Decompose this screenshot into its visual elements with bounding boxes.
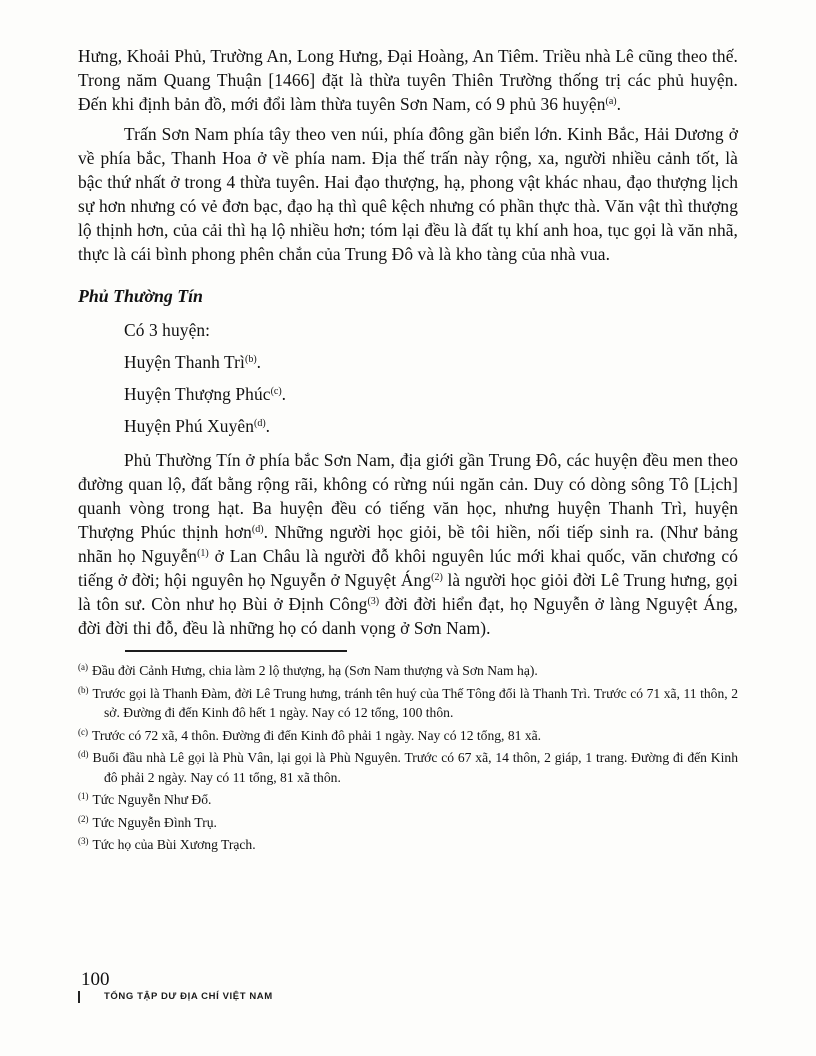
- footnotes-section: [78, 661, 738, 855]
- footnote-text: Trước có 72 xã, 4 thôn. Đường đi đến Kinh đô phải 1 ngày. Nay có 12 tổng, 81 xã.: [92, 727, 542, 743]
- paragraph-text: Trấn Sơn Nam phía tây theo ven núi, phía đông gần biển lớn. Kinh Bắc, Hải Dương ở về phía bắc, Thanh Hoa ở về phía nam. Địa thế trấn này rộng, xa, người nhiều cảnh tốt, là bậc thứ nhất ở trong 4 thừa tuyên. Hai đạo thượng, hạ, phong vật khác nhau, đạo thượng lịch sự hơn nhưng có vẻ đơn bạc, đạo hạ thì quê kệch nhưng có phần thực thà. Văn vật thì thượng lộ thịnh hơn, của cải thì hạ lộ nhiều hơn; tóm lại đều là đất tụ khí anh hoa, tục gọi là văn nhã, thực là cái bình phong phên chắn của Trung Đô và là kho tàng của nhà vua.: [78, 124, 738, 264]
- footer-rule: [78, 991, 80, 1003]
- page-number: 100: [81, 969, 110, 990]
- footnote-1: [78, 790, 738, 810]
- footnote-ref-2: (2): [431, 572, 443, 583]
- footnote-ref-a: (a): [605, 96, 617, 107]
- running-title: TỔNG TẬP DƯ ĐỊA CHÍ VIỆT NAM: [104, 991, 273, 1002]
- footnote-3: [78, 835, 738, 855]
- footnote-marker: (c): [78, 726, 88, 737]
- list-item-thuong-phuc: [78, 382, 738, 406]
- list-item-label: .: [265, 416, 271, 436]
- paragraph-phu-thuong-tin: [78, 448, 738, 640]
- footnote-ref-1: (1): [197, 548, 209, 559]
- list-item-thanh-tri: [78, 350, 738, 374]
- footnote-ref-3: (3): [367, 596, 380, 607]
- footnote-text: Buổi đầu nhà Lê gọi là Phù Vân, lại gọi là Phù Nguyên. Trước có 67 xã, 14 thôn, 2 giáp, 1 trang. Đường đi đến Kinh đô phải 2 ngày. Nay có 11 tổng, 81 xã thôn.: [92, 750, 738, 785]
- paragraph-text: Hưng, Khoải Phủ, Trường An, Long Hưng, Đại Hoàng, An Tiêm. Triều nhà Lê cũng theo thế. Trong năm Quang Thuận [1466] đặt là thừa tuyên Thiên Trường thống trị các phủ huyện. Đến khi định bản đồ, mới đổi làm thừa tuyên Sơn Nam, có 9 phủ 36 huyện: [78, 46, 738, 114]
- list-item-label: .: [256, 352, 262, 372]
- footnote-text: Đầu đời Cảnh Hưng, chia làm 2 lộ thượng, hạ (Sơn Nam thượng và Sơn Nam hạ).: [92, 663, 538, 678]
- paragraph-text: ở Lan Châu là người đỗ khôi nguyên lúc mới khai quốc, văn chương có tiếng ở đời; hội nguyên họ Nguyễn ở Nguyệt Áng: [78, 546, 738, 590]
- paragraph-text: .: [616, 94, 622, 114]
- list-item-label: Huyện Thượng Phúc: [124, 384, 271, 404]
- paragraph-text: đời đời hiển đạt, họ Nguyễn ở làng Nguyệt Áng, đời đời thi đỗ, đều là những họ có danh vọng ở Sơn Nam).: [78, 594, 738, 638]
- footnote-text: Trước gọi là Thanh Đàm, đời Lê Trung hưng, tránh tên huý của Thế Tông đổi là Thanh Trì. Trước có 71 xã, 11 thôn, 2 sở. Đường đi đến Kinh đô hết 1 ngày. Nay có 12 tổng, 100 thôn.: [92, 685, 738, 720]
- page-content: [78, 44, 738, 855]
- footnote-text: Tức Nguyễn Như Đổ.: [92, 792, 212, 807]
- list-item-label: Huyện Phú Xuyên: [124, 416, 254, 436]
- list-item-label: Huyện Thanh Trì: [124, 352, 245, 372]
- footnote-marker: (3): [78, 836, 89, 846]
- footnote-a: [78, 661, 738, 681]
- list-item-phu-xuyen: [78, 414, 738, 438]
- footnote-marker: (a): [78, 662, 88, 672]
- footnote-marker: (2): [78, 813, 89, 824]
- paragraph-text: là người học giỏi đời Lê Trung hưng, gọi là tôn sư. Còn như họ Bùi ở Định Công: [78, 570, 738, 614]
- paragraph-lead: [78, 44, 738, 116]
- section-heading: Phủ Thường Tín: [78, 286, 203, 306]
- footnote-marker: (1): [78, 791, 89, 801]
- footnote-ref-d: (d): [254, 418, 266, 429]
- footnote-text: Tức Nguyễn Đình Trụ.: [92, 814, 217, 830]
- footnote-separator: [125, 650, 347, 652]
- footnote-c: [78, 726, 738, 746]
- footnote-ref-d: (d): [251, 524, 264, 535]
- list-intro: Có 3 huyện:: [124, 320, 211, 340]
- paragraph-tran-son-nam: [78, 122, 738, 266]
- footnote-b: [78, 684, 738, 723]
- footnote-2: [78, 813, 738, 833]
- paragraph-text: Phủ Thường Tín ở phía bắc Sơn Nam, địa giới gần Trung Đô, các huyện đều men theo đường quan lộ, đất bằng rộng rãi, không có rừng núi ngăn cản. Duy có dòng sông Tô [Lịch] quanh vòng trong hạt. Ba huyện đều có tiếng văn học, nhưng huyện Thanh Trì, huyện Thượng Phúc thịnh hơn: [78, 450, 738, 542]
- paragraph-text: . Những người học giỏi, bề tôi hiền, nối tiếp sinh ra. (Như bảng nhãn họ Nguyễn: [78, 522, 738, 566]
- footnote-d: [78, 748, 738, 787]
- footer-row: [78, 991, 273, 1003]
- list-item-label: .: [281, 384, 287, 404]
- footnote-ref-c: (c): [270, 386, 282, 397]
- footnote-marker: (d): [78, 749, 89, 759]
- footnote-ref-b: (b): [245, 354, 257, 365]
- page-footer: [78, 970, 273, 1003]
- footnote-text: Tức họ của Bùi Xương Trạch.: [92, 837, 256, 852]
- footnote-marker: (b): [78, 684, 89, 695]
